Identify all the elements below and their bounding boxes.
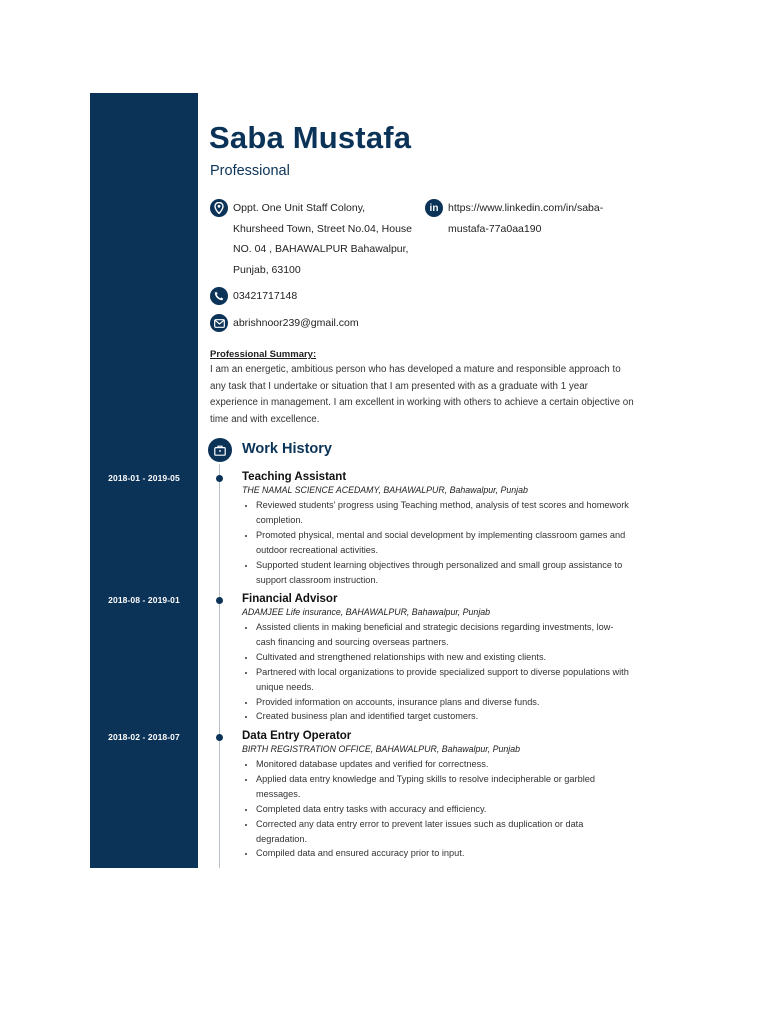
job-company: ADAMJEE Life insurance, BAHAWALPUR, Bahawalpur, Punjab [242,607,491,617]
job-bullet: • Cultivated and strengthened relationships with new and existing clients. [256,650,632,665]
job-title: Teaching Assistant [242,471,347,483]
job-bullet: • Created business plan and identified target customers. [256,709,632,724]
job-bullets [242,620,632,724]
linkedin-link[interactable] [448,198,638,239]
email-icon [210,314,228,332]
job-bullets [242,498,632,587]
sidebar [90,93,198,868]
summary-heading: Professional Summary: [210,349,317,360]
job-bullet: • Assisted clients in making beneficial and strategic decisions regarding investments, low-cash financing and sourcing overseas partners. [256,620,632,650]
email-address[interactable]: abrishnoor239@gmail.com [233,317,359,329]
job-company: BIRTH REGISTRATION OFFICE, BAHAWALPUR, Bahawalpur, Punjab [242,744,521,754]
job-date: 2018-08 - 2019-01 [108,595,180,605]
address-line: Oppt. One Unit Staff Colony, [233,202,366,214]
job-bullet: • Corrected any data entry error to prevent later issues such as duplication or data degradation. [256,817,632,847]
job-bullet: • Reviewed students' progress using Teaching method, analysis of test scores and homework completion. [256,498,632,528]
job-entry [242,592,632,724]
timeline-dot [216,597,223,604]
job-title: Data Entry Operator [242,730,352,742]
timeline-dot [216,475,223,482]
job-date: 2018-02 - 2018-07 [108,732,180,742]
job-bullet: • Provided information on accounts, insurance plans and diverse funds. [256,695,632,710]
briefcase-icon [208,438,232,462]
summary-text: I am an energetic, ambitious person who has developed a mature and responsible approach to any task that I undertake or situation that I am presented with as a graduate with 1 year experience in management. I am excellent in working with others to achieve a certain objective on time and with excellence. [210,364,634,425]
job-bullet: • Applied data entry knowledge and Typing skills to resolve indecipherable or garbled messages. [256,772,632,802]
address-line: Khursheed Town, Street No.04, House [233,222,412,235]
work-history-heading: Work History [242,441,332,457]
job-company: THE NAMAL SCIENCE ACEDAMY, BAHAWALPUR, Bahawalpur, Punjab [242,485,528,495]
linkedin-line: mustafa-77a0aa190 [448,222,542,235]
address [233,198,428,280]
linkedin-line: https://www.linkedin.com/in/saba- [448,202,604,214]
job-date: 2018-01 - 2019-05 [108,473,180,483]
job-bullets [242,757,632,861]
job-entry [242,729,632,861]
job-bullet: • Completed data entry tasks with accuracy and efficiency. [256,802,632,817]
location-pin-icon [210,199,228,217]
job-bullet: • Promoted physical, mental and social development by implementing classroom games and outdoor recreational activities. [256,528,632,558]
phone-number[interactable]: 03421717148 [233,290,298,302]
timeline-dot [216,734,223,741]
linkedin-icon: in [425,199,443,217]
timeline-line [219,464,220,868]
candidate-name: Saba Mustafa [209,120,412,155]
job-bullet: • Monitored database updates and verified for correctness. [256,757,632,772]
job-title: Financial Advisor [242,593,338,605]
address-line: Punjab, 63100 [233,263,301,276]
job-bullet: • Supported student learning objectives through personalized and small group assistance to support classroom instruction. [256,558,632,588]
job-bullet: • Compiled data and ensured accuracy prior to input. [256,846,632,861]
job-entry [242,470,632,587]
address-line: NO. 04 , BAHAWALPUR Bahawalpur, [233,243,409,255]
job-bullet: • Partnered with local organizations to provide specialized support to diverse populations with unique needs. [256,665,632,695]
candidate-title: Professional [210,163,290,179]
phone-icon [210,287,228,305]
